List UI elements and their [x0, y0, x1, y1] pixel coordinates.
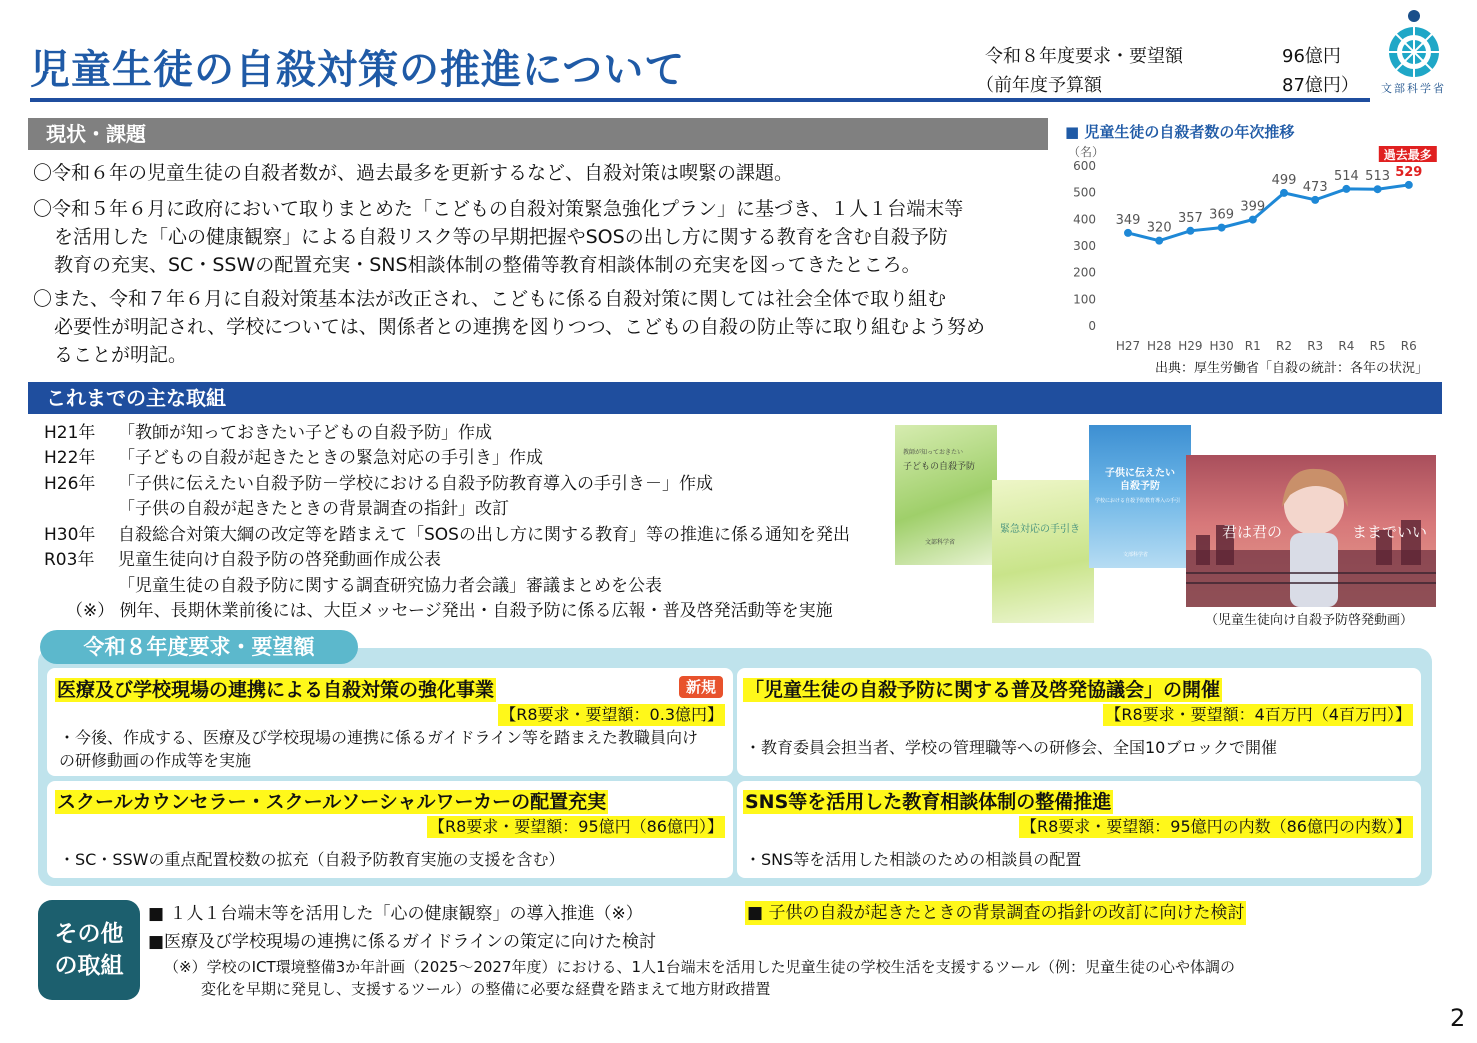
request-card-title: 医療及び学校現場の連携による自殺対策の強化事業: [57, 679, 495, 701]
title-underline: [30, 98, 1370, 102]
data-label: 399: [1240, 199, 1266, 215]
history-text: 自殺総合対策大綱の改定等を踏まえて「SOSの出し方に関する教育」等の推進に係る通知を発出: [118, 525, 850, 545]
current-paragraph-3: 〇また、令和７年６月に自殺対策基本法が改正され、こどもに係る自殺対策に関しては社会全体で取り組む: [33, 288, 947, 310]
y-tick-label: 400: [1073, 212, 1096, 227]
other-note-line2: 変化を早期に発見し、支援するツール）の整備に必要な経費を踏まえて地方財政措置: [201, 980, 771, 998]
y-tick-label: 200: [1073, 265, 1096, 280]
ministry-name: 文部科学省: [1381, 82, 1446, 95]
other-item-3: ■医療及び学校現場の連携に係るガイドラインの策定に向けた検討: [148, 932, 657, 952]
data-label: 369: [1209, 207, 1235, 223]
history-note: （※） 例年、長期休業前後には、大臣メッセージ発出・自殺予防に係る広報・普及啓発活動等を実施: [66, 601, 833, 621]
video-caption-a: 君は君の: [1222, 523, 1283, 541]
data-label: 499: [1271, 172, 1297, 188]
history-year: H21年: [44, 423, 96, 443]
budget-value: 96億円: [1282, 46, 1341, 67]
history-text: 「教師が知っておきたい子どもの自殺予防」作成: [118, 423, 492, 443]
y-tick-label: 600: [1073, 159, 1096, 173]
page-title: 児童生徒の自殺対策の推進について: [30, 47, 686, 93]
video-caption: （児童生徒向け自殺予防啓発動画）: [1205, 613, 1414, 628]
booklet-2-title: 緊急対応の手引き: [1000, 524, 1080, 535]
request-card-title: SNS等を活用した教育相談体制の整備推進: [745, 791, 1112, 813]
y-tick-label: 500: [1073, 185, 1096, 200]
request-card: [737, 781, 1421, 878]
history-year: R03年: [44, 550, 95, 570]
new-badge: 新規: [679, 676, 723, 698]
history-year: H26年: [44, 474, 96, 494]
x-tick-label: H30: [1209, 339, 1234, 353]
chart-source: 出典：厚生労働省「自殺の統計：各年の状況」: [1155, 361, 1429, 376]
request-card-amount: 【R8要求・要望額：95億円の内数（86億円の内数）】: [1020, 817, 1411, 836]
request-card-title: 「児童生徒の自殺予防に関する普及啓発協議会」の開催: [745, 679, 1221, 701]
x-tick-label: H29: [1178, 339, 1203, 353]
current-paragraph-2-line3: 教育の充実、SC・SSWの配置充実・SNS相談体制の整備等教育相談体制の充実を図ってきたところ。: [54, 254, 921, 276]
booklet-1-publisher: 文部科学省: [925, 539, 956, 546]
history-text: 児童生徒向け自殺予防の啓発動画作成公表: [118, 550, 441, 570]
history-text: 「子供の自殺が起きたときの背景調査の指針」改訂: [118, 499, 509, 519]
x-tick-label: R1: [1244, 339, 1261, 353]
booklet-3-title: 子供に伝えたい自殺予防: [1105, 468, 1175, 492]
data-label: 529: [1395, 164, 1423, 180]
data-label: 357: [1177, 210, 1203, 226]
y-tick-label: 300: [1073, 239, 1096, 253]
other-item-2: ■ 子供の自殺が起きたときの背景調査の指針の改訂に向けた検討: [747, 903, 1245, 923]
x-tick-label: R2: [1276, 339, 1292, 353]
chart-y-unit: （名）: [1068, 145, 1105, 159]
request-card-body: ・SC・SSWの重点配置校数の拡充（自殺予防教育実施の支援を含む）: [59, 850, 565, 869]
x-tick-label: H27: [1115, 339, 1141, 353]
data-point: [1311, 196, 1319, 204]
booklet-cover-1: [895, 425, 997, 565]
other-note-line1: （※）学校のICT環境整備3か年計画（2025～2027年度）における、1人1台端末を活用した児童生徒の学校生活を支援するツール（例：児童生徒の心や体調の: [164, 958, 1236, 976]
booklet-cover-2: [992, 480, 1094, 623]
x-tick-label: H28: [1147, 339, 1172, 353]
request-card: [47, 668, 733, 776]
x-tick-label: R6: [1400, 339, 1417, 353]
page-number: 2: [1450, 1004, 1466, 1032]
data-label: 514: [1333, 168, 1359, 184]
data-point: [1249, 216, 1257, 224]
current-paragraph-3-line2: 必要性が明記され、学校については、関係者との連携を図りつつ、こどもの自殺の防止等に取り組むよう努め: [54, 316, 986, 338]
data-point: [1186, 227, 1194, 235]
x-tick-label: R3: [1307, 339, 1324, 353]
data-point: [1124, 229, 1132, 237]
x-tick-label: R4: [1338, 339, 1355, 353]
request-card-body: ・教育委員会担当者、学校の管理職等への研修会、全国10ブロックで開催: [745, 738, 1278, 757]
request-card-body: ・今後、作成する、医療及び学校現場の連携に係るガイドライン等を踏まえた教職員向け: [59, 728, 699, 747]
budget-label: 令和８年度要求・要望額: [985, 46, 1183, 67]
history-text: 「子供に伝えたい自殺予防－学校における自殺予防教育導入の手引き－」作成: [118, 474, 713, 494]
y-tick-label: 0: [1088, 319, 1096, 333]
data-point: [1218, 224, 1226, 232]
history-text: 「子どもの自殺が起きたときの緊急対応の手引き」作成: [118, 448, 543, 468]
other-initiatives-label: [38, 900, 140, 1000]
data-label: 320: [1146, 220, 1172, 236]
x-tick-label: R5: [1369, 339, 1386, 353]
history-year: H30年: [44, 525, 96, 545]
data-label: 349: [1115, 212, 1141, 228]
request-card-amount: 【R8要求・要望額：95億円（86億円）】: [428, 817, 723, 836]
request-card-body: の研修動画の作成等を実施: [59, 751, 252, 770]
other-heading-line2: の取組: [54, 953, 124, 979]
request-card-amount: 【R8要求・要望額：0.3億円】: [500, 705, 723, 724]
request-card-amount: 【R8要求・要望額：4百万円（4百万円）】: [1105, 705, 1411, 724]
suicide-trend-chart: [1060, 140, 1460, 360]
request-card: [47, 781, 733, 878]
requests-heading: 令和８年度要求・要望額: [40, 630, 358, 664]
data-point: [1374, 185, 1382, 193]
data-label: 513: [1365, 169, 1391, 185]
section-heading-current: 現状・課題: [28, 118, 1048, 150]
current-paragraph-1: 〇令和６年の児童生徒の自殺者数が、過去最多を更新するなど、自殺対策は喫緊の課題。: [33, 162, 794, 184]
prev-budget-label: （前年度予算額: [976, 75, 1102, 96]
current-paragraph-2-line2: を活用した「心の健康観察」による自殺リスク等の早期把握やSOSの出し方に関する教育を含む自殺予防: [54, 226, 948, 248]
data-point: [1405, 181, 1413, 189]
prev-budget-value: 87億円）: [1282, 75, 1359, 96]
data-point: [1342, 185, 1350, 193]
y-tick-label: 100: [1073, 292, 1096, 307]
booklet-3-subtitle: 学校における自殺予防教育導入の手引: [1095, 498, 1181, 504]
current-paragraph-3-line3: ることが明記。: [54, 344, 188, 366]
request-card-body: ・SNS等を活用した相談のための相談員の配置: [745, 850, 1082, 869]
booklet-3-publisher: 文部科学省: [1123, 552, 1149, 558]
other-heading-line1: その他: [54, 921, 124, 947]
request-card: [737, 668, 1421, 776]
data-point: [1155, 237, 1163, 245]
booklet-1-top: 教師が知っておきたい: [903, 449, 964, 456]
video-caption-b: ままでいい: [1352, 523, 1428, 541]
history-text: 「児童生徒の自殺予防に関する調査研究協力者会議」審議まとめを公表: [118, 576, 662, 596]
chart-title: ■ 児童生徒の自殺者数の年次推移: [1065, 123, 1295, 141]
booklet-cover-3: [1089, 425, 1191, 568]
current-paragraph-2: 〇令和５年６月に政府において取りまとめた「こどもの自殺対策緊急強化プラン」に基づき、１人１台端末等: [33, 198, 964, 220]
highlight-label: 過去最多: [1383, 148, 1432, 162]
data-point: [1280, 189, 1288, 197]
data-label: 473: [1302, 179, 1328, 195]
request-card-title: スクールカウンセラー・スクールソーシャルワーカーの配置充実: [57, 791, 607, 813]
history-year: H22年: [44, 448, 96, 468]
booklet-1-title: 子どもの自殺予防: [903, 462, 976, 472]
awareness-video-thumbnail[interactable]: [1186, 455, 1436, 607]
section-heading-history: これまでの主な取組: [28, 382, 1442, 414]
other-item-1: ■ １人１台端末等を活用した「心の健康観察」の導入推進（※）: [148, 904, 643, 924]
